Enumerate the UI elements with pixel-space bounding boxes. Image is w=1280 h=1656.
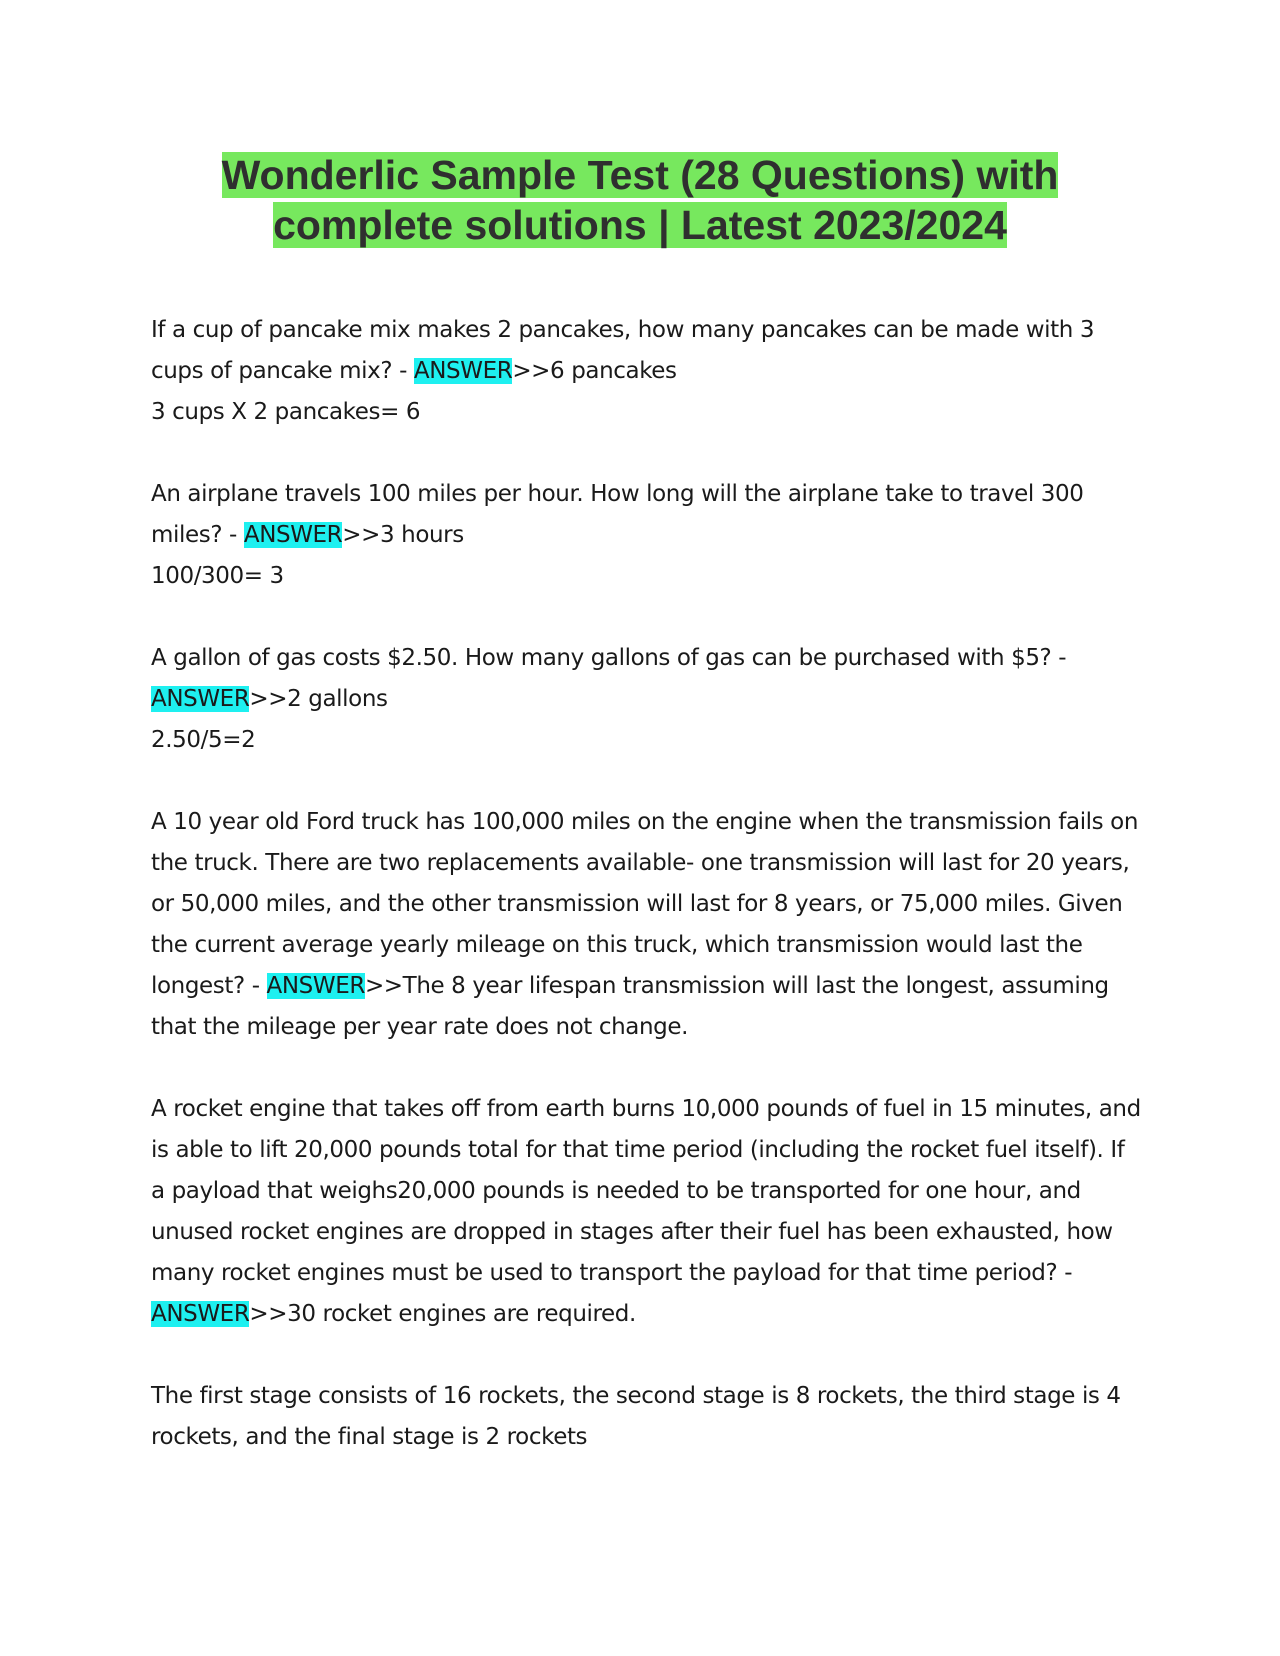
answer-marker: ANSWER — [243, 522, 343, 548]
answer-marker: ANSWER — [151, 686, 250, 712]
explanation-text: 3 cups X 2 pancakes= 6 — [151, 399, 421, 425]
qa-item — [151, 1089, 1141, 1335]
question-text: A 10 year old Ford truck has 100,000 miles on the engine when the transmission fails on the truck. There are two replacements available- one transmission will last for 20 years, or 50,000 miles, and the other transmission will last for 8 years, or 75,000 miles. Given the current average yearly mileage on this truck, which transmission would last the longest? - — [151, 809, 1139, 999]
closing-item — [151, 1376, 1141, 1458]
title-line-1: Wonderlic Sample Test (28 Questions) with — [221, 152, 1059, 198]
qa-item — [151, 310, 1141, 433]
question-paragraph — [151, 802, 1141, 1048]
question-paragraph — [151, 474, 1141, 556]
title-line-2: complete solutions | Latest 2023/2024 — [273, 202, 1007, 248]
document-body — [151, 310, 1141, 1458]
answer-text: >>The 8 year lifespan transmission will last the longest, assuming that the mileage per year rate does not change. — [151, 973, 1109, 1040]
answer-marker: ANSWER — [266, 973, 365, 999]
closing-paragraph: The first stage consists of 16 rockets, the second stage is 8 rockets, the third stage is 4 rockets, and the final stage is 2 rockets — [151, 1383, 1121, 1450]
question-paragraph — [151, 1089, 1141, 1335]
qa-item — [151, 802, 1141, 1048]
explanation-text: 2.50/5=2 — [151, 727, 256, 753]
answer-text: >>3 hours — [342, 522, 464, 548]
qa-item — [151, 474, 1141, 597]
question-text: An airplane travels 100 miles per hour. How long will the airplane take to travel 300 miles? - — [151, 481, 1084, 548]
qa-item — [151, 638, 1141, 761]
question-text: A gallon of gas costs $2.50. How many gallons of gas can be purchased with $5? - — [151, 645, 1067, 671]
document-title — [150, 150, 1130, 250]
question-text: If a cup of pancake mix makes 2 pancakes, how many pancakes can be made with 3 cups of pancake mix? - — [151, 317, 1095, 384]
answer-marker: ANSWER — [151, 1301, 250, 1327]
question-text: A rocket engine that takes off from earth burns 10,000 pounds of fuel in 15 minutes, and is able to lift 20,000 pounds total for that time period (including the rocket fuel itself). If a payload that weighs20,000 pounds is needed to be transported for one hour, and unused rocket engines are dropped in stages after their fuel has been exhausted, how many rocket engines must be used to transport the payload for that time period? - — [151, 1096, 1141, 1286]
question-paragraph — [151, 310, 1141, 392]
answer-text: >>6 pancakes — [512, 358, 677, 384]
answer-marker: ANSWER — [413, 358, 513, 384]
answer-text: >>2 gallons — [249, 686, 388, 712]
answer-text: >>30 rocket engines are required. — [249, 1301, 636, 1327]
explanation-text: 100/300= 3 — [151, 563, 284, 589]
question-paragraph — [151, 638, 1141, 720]
